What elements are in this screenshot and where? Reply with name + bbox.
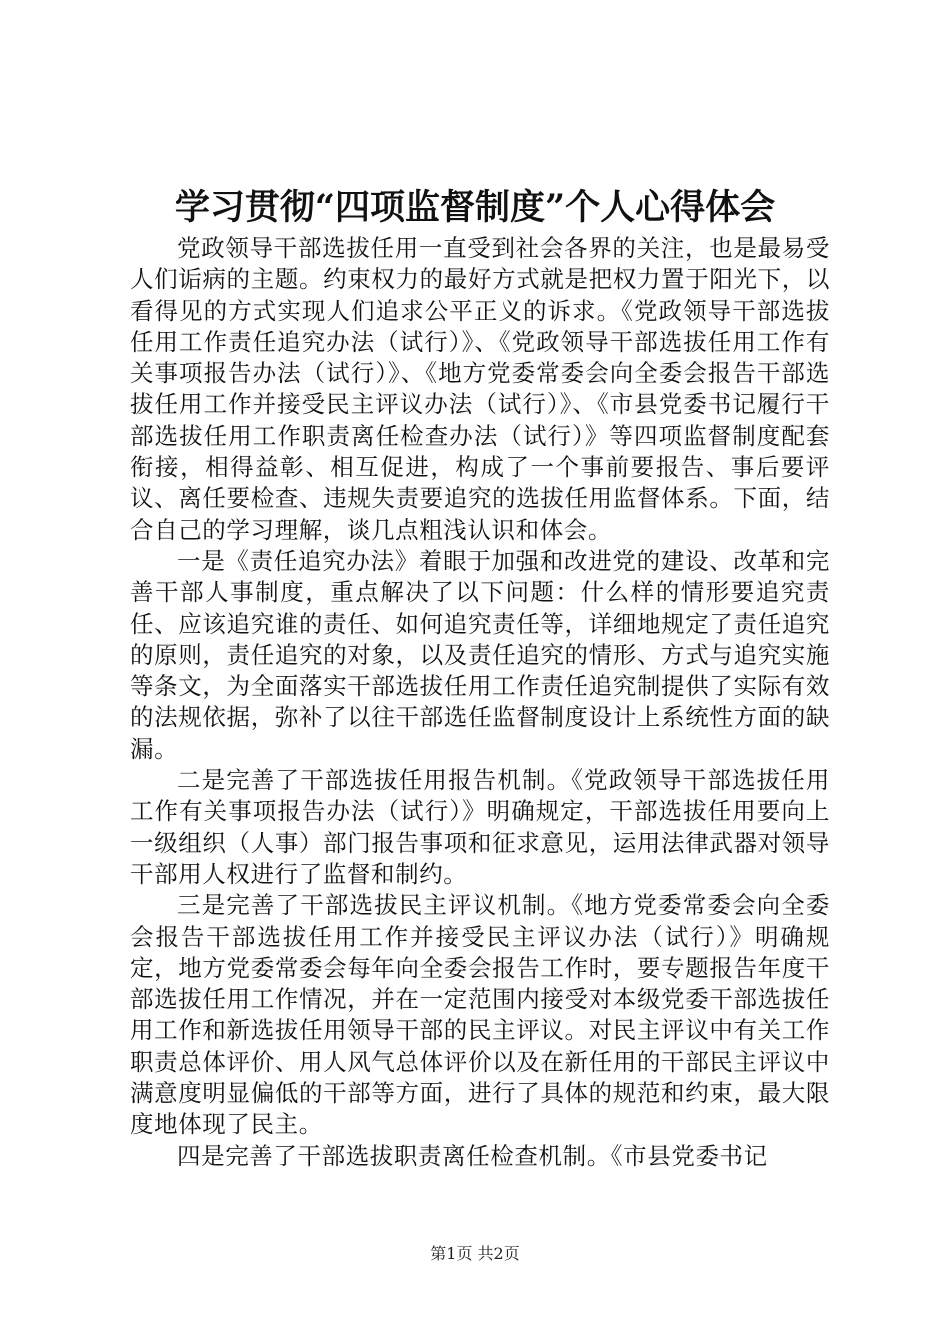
body-paragraph: 三是完善了干部选拔民主评议机制。《地方党委常委会向全委会报告干部选拔任用工作并接受民主评议办法（试行）》明确规定，地方党委常委会每年向全委会报告工作时，要专题报告年度干部选拔任用工作情况，并在一定范围内接受对本级党委干部选拔任用工作和新选拔任用领导干部的民主评议。对民主评议中有关工作职责总体评价、用人风气总体评价以及在新任用的干部民主评议中满意度明显偏低的干部等方面，进行了具体的规范和约束，最大限度地体现了民主。 <box>130 891 830 1139</box>
body-paragraph: 二是完善了干部选拔任用报告机制。《党政领导干部选拔任用工作有关事项报告办法（试行）》明确规定，干部选拔任用要向上一级组织（人事）部门报告事项和征求意见，运用法律武器对领导干部用人权进行了监督和制约。 <box>130 766 830 888</box>
document-title: 学习贯彻“四项监督制度”个人心得体会 <box>174 187 776 228</box>
body-paragraph: 党政领导干部选拔任用一直受到社会各界的关注，也是最易受人们诟病的主题。约束权力的最好方式就是把权力置于阳光下，以看得见的方式实现人们追求公平正义的诉求。《党政领导干部选拔任用工作责任追究办法（试行）》、《党政领导干部选拔任用工作有关事项报告办法（试行）》、《地方党委常委会向全委会报告干部选拔任用工作并接受民主评议办法（试行）》、《市县党委书记履行干部选拔任用工作职责离任检查办法（试行）》等四项监督制度配套衔接，相得益彰、相互促进，构成了一个事前要报告、事后要评议、离任要检查、违规失责要追究的选拔任用监督体系。下面，结合自己的学习理解，谈几点粗浅认识和体会。 <box>130 234 830 544</box>
document-body <box>130 233 830 1172</box>
page-number-footer: 第1页 共2页 <box>430 1244 520 1263</box>
body-paragraph: 四是完善了干部选拔职责离任检查机制。《市县党委书记 <box>177 1141 768 1170</box>
body-paragraph: 一是《责任追究办法》着眼于加强和改进党的建设、改革和完善干部人事制度，重点解决了以下问题：什么样的情形要追究责任、应该追究谁的责任、如何追究责任等，详细地规定了责任追究的原则，责任追究的对象，以及责任追究的情形、方式与追究实施等条文，为全面落实干部选拔任用工作责任追究制提供了实际有效的法规依据，弥补了以往干部选任监督制度设计上系统性方面的缺漏。 <box>130 546 830 763</box>
